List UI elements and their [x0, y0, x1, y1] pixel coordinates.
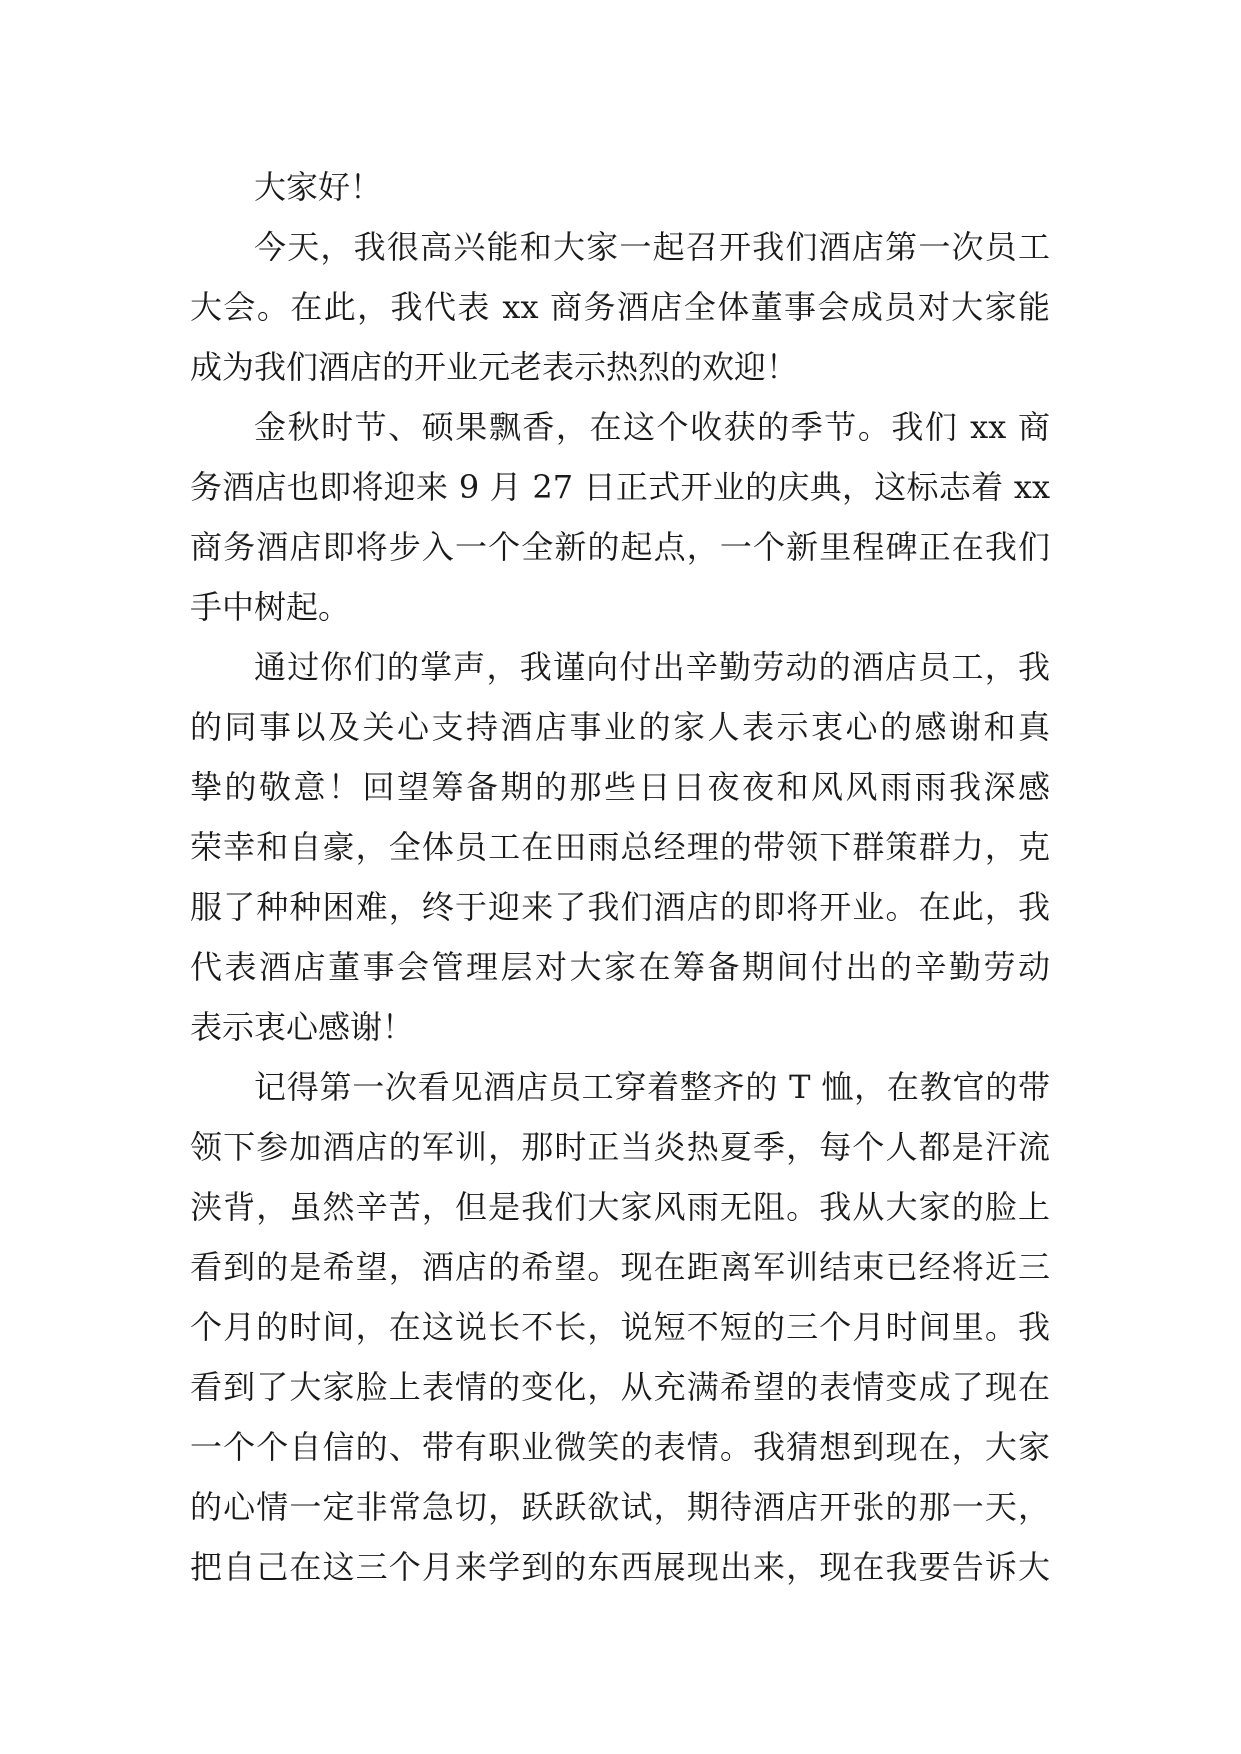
- paragraph-3-line-3: 挚的敬意！回望筹备期的那些日日夜夜和风风雨雨我深感: [190, 768, 1050, 806]
- paragraph-4-line-2: 领下参加酒店的军训，那时正当炎热夏季，每个人都是汗流: [190, 1128, 1050, 1166]
- paragraph-4-line-4: 看到的是希望，酒店的希望。现在距离军训结束已经将近三: [190, 1248, 1050, 1286]
- paragraph-3-line-4: 荣幸和自豪，全体员工在田雨总经理的带领下群策群力，克: [190, 828, 1050, 866]
- paragraph-3-line-1: 通过你们的掌声，我谨向付出辛勤劳动的酒店员工，我: [254, 648, 1050, 686]
- paragraph-2-line-2: 务酒店也即将迎来 9 月 27 日正式开业的庆典，这标志着 xx: [190, 468, 1050, 506]
- paragraph-4-line-1: 记得第一次看见酒店员工穿着整齐的 T 恤，在教官的带: [254, 1068, 1050, 1106]
- paragraph-3-line-6: 代表酒店董事会管理层对大家在筹备期间付出的辛勤劳动: [190, 948, 1050, 986]
- paragraph-4-line-6: 看到了大家脸上表情的变化，从充满希望的表情变成了现在: [190, 1368, 1050, 1406]
- paragraph-1-line-1: 今天，我很高兴能和大家一起召开我们酒店第一次员工: [254, 228, 1050, 266]
- paragraph-3-line-5: 服了种种困难，终于迎来了我们酒店的即将开业。在此，我: [190, 888, 1050, 926]
- paragraph-3-line-2: 的同事以及关心支持酒店事业的家人表示衷心的感谢和真: [190, 708, 1050, 746]
- paragraph-4-line-3: 浃背，虽然辛苦，但是我们大家风雨无阻。我从大家的脸上: [190, 1188, 1050, 1226]
- paragraph-3-line-7: 表示衷心感谢！: [190, 1008, 415, 1046]
- greeting-line: 大家好！: [254, 168, 383, 206]
- paragraph-4-line-7: 一个个自信的、带有职业微笑的表情。我猜想到现在，大家: [190, 1428, 1050, 1466]
- paragraph-4-line-9: 把自己在这三个月来学到的东西展现出来，现在我要告诉大: [190, 1548, 1050, 1586]
- paragraph-1-line-3: 成为我们酒店的开业元老表示热烈的欢迎！: [190, 348, 799, 386]
- paragraph-2-line-1: 金秋时节、硕果飘香，在这个收获的季节。我们 xx 商: [254, 408, 1050, 446]
- paragraph-2-line-4: 手中树起。: [190, 588, 351, 626]
- paragraph-4-line-8: 的心情一定非常急切，跃跃欲试，期待酒店开张的那一天，: [190, 1488, 1050, 1526]
- paragraph-4-line-5: 个月的时间，在这说长不长，说短不短的三个月时间里。我: [190, 1308, 1050, 1346]
- paragraph-2-line-3: 商务酒店即将步入一个全新的起点，一个新里程碑正在我们: [190, 528, 1050, 566]
- document-body: [190, 157, 1050, 1597]
- paragraph-1-line-2: 大会。在此，我代表 xx 商务酒店全体董事会成员对大家能: [190, 288, 1050, 326]
